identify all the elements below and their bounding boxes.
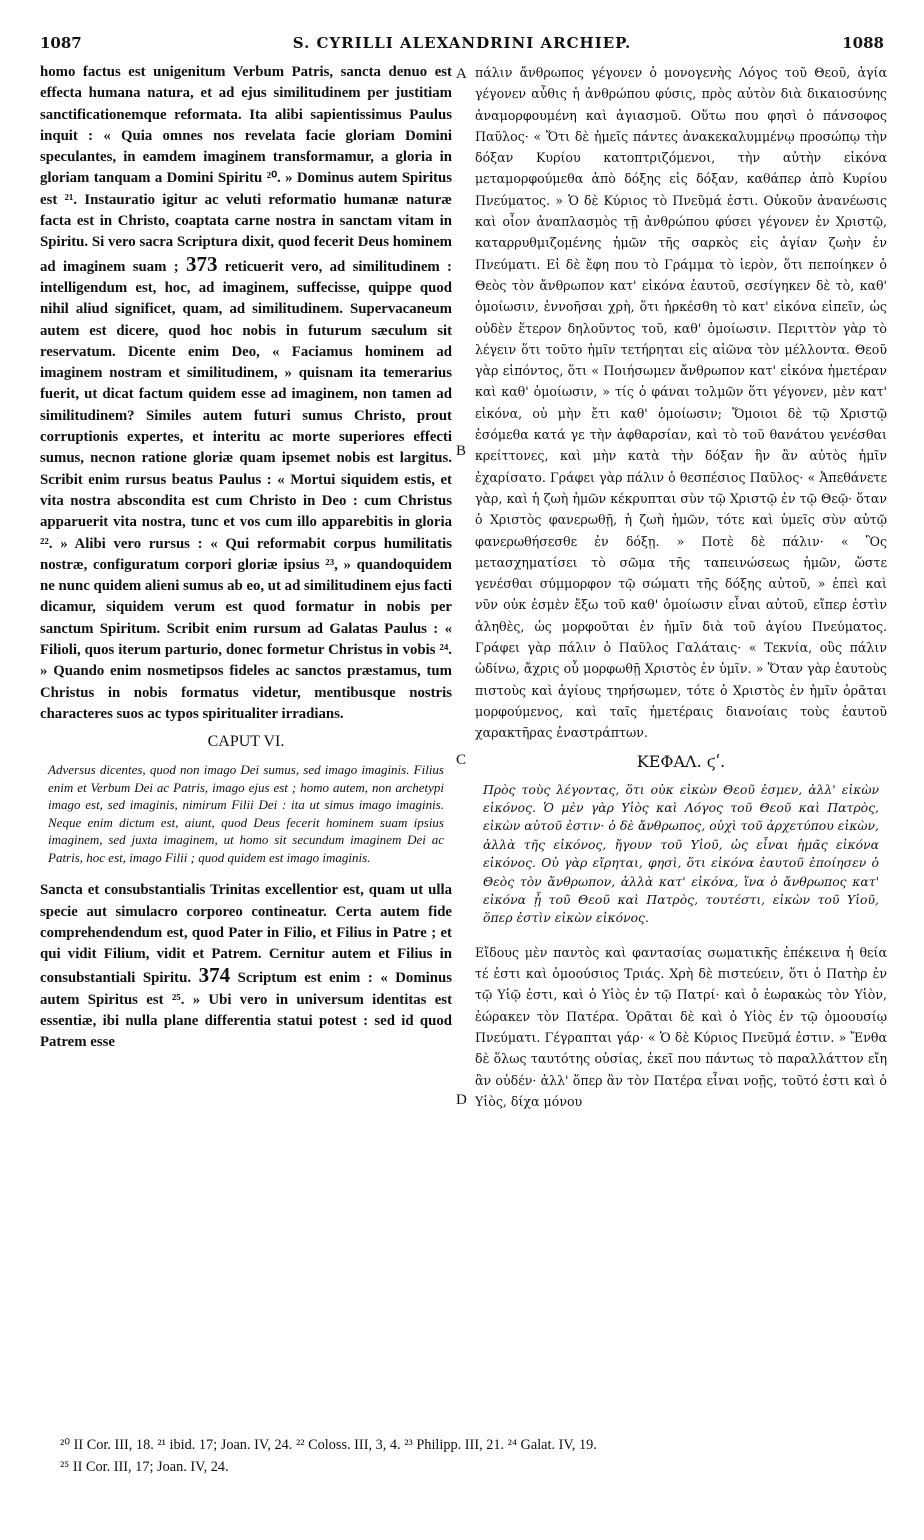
latin-paragraph-2-part-a: Sancta et consubstantialis Trinitas excellentior est, quam ut ulla specie aut simulacro corporeo contineatur. Certa autem fide comprehendendum est, quod Pater in Filio, et Filius in Patre ; et qui vidit Filium, vidit et Patrem. Cernitur autem et Filius in consubstantiali Spiritu. <box>40 882 452 987</box>
latin-paragraph-1-part-b: reticuerit vero, ad similitudinem : intelligendum est, hoc, ad imaginem, suffecisse, quippe quod nihil aliud significet, quam, ad similitudinem. Supervacaneum autem est dicere, quod hoc nobis in futurum sæculum sit reservatum. Dicente enim Deo, « Faciamus hominem ad imaginem nostram et similitudinem, » quisnam ita temerarius fuerit, ut dicat factum quidem esse ad imaginem, non tamen ad similitudinem? Similes autem futuri sumus Christo, prout corruptionis expertes, et interitu ac morte superiores effecti sumus, necnon ratione gloriæ quam ipsemet nobis est largitus. Scribit enim rursus beatus Paulus : « Mortui siquidem estis, et vita nostra abscondita est cum Christo in Deo : cum Christus apparuerit vita nostra, tunc et vos cum illo apparebitis in gloria ²². » Alibi vero rursus : « Qui reformabit corpus humilitatis nostræ, configuratum corpori gloriæ ipsius ²³, » quandoquidem ne nunc quidem alieni sumus ab eo, ut ad similitudinem ejus facti dicamur, siquidem verum est quod formatur in nobis per sanctum Spiritum. Scribit enim rursum ad Galatas Paulus : « Filioli, quos iterum parturio, donec formetur Christus in vobis ²⁴. » Quando enim nosmetipsos fideles ac sanctos præstamus, tum Christus in nobis formatus videtur, mentibusque nostris characteres suos ac typos spiritualiter irradians. <box>40 258 452 722</box>
greek-column <box>475 62 887 1112</box>
page-number-left: 1087 <box>40 34 82 52</box>
greek-chapter-summary: Πρὸς τοὺς λέγοντας, ὅτι οὐκ εἰκὼν Θεοῦ ἐσμεν, ἀλλ' εἰκὼν εἰκόνος. Ὁ μὲν γὰρ Υἱὸς καὶ Λόγος τοῦ Θεοῦ καὶ Πατρὸς, εἰκὼν αὐτοῦ ἐστιν· ὁ δὲ ἄνθρωπος, οὐχὶ τοῦ ἀρχετύπου εἰκὼν, ἀλλὰ τῆς εἰκόνος, ἤγουν τοῦ Υἱοῦ, ὡς εἶναι ἡμᾶς εἰκόνα εἰκόνος. Οὐ γὰρ εἴρηται, φησὶ, ὅτι εἰκόνα ἑαυτοῦ ἐποίησεν ὁ Θεὸς τὸν ἄνθρωπον, ἀλλὰ κατ' εἰκόνα, ἵνα ὁ ἄνθρωπος κατ' εἰκόνα ᾖ τοῦ Θεοῦ καὶ Πατρὸς, τουτέστι, εἰκὼν τοῦ Υἱοῦ, ὅπερ ἐστὶν εἰκὼν εἰκόνος. <box>483 781 879 926</box>
margin-letter-c: C <box>456 752 467 768</box>
margin-letter-b: B <box>456 443 467 459</box>
footnotes <box>40 1434 884 1478</box>
greek-chapter-title: ΚΕΦΑΛ. ϛʹ. <box>636 751 726 771</box>
running-title: S. CYRILLI ALEXANDRINI ARCHIEP. <box>292 34 632 52</box>
margin-letter-a: A <box>456 66 467 82</box>
latin-chapter-summary: Adversus dicentes, quod non imago Dei sumus, sed imago imaginis. Filius enim et Verbum Dei ac Patris, imago ejus est ; homo autem, non archetypi imago est, sed imaginis, nimirum Filii Dei : ita ut simus imago imaginis. Neque enim dictum est, aiunt, quod Deus fecerit hominem suam ipsius imaginem, sed juxta imaginem, ut homo sit secundum imaginem Dei ac Patris, hoc est, imago Filii ; quod quidem est imago imaginis. <box>48 762 444 865</box>
page-number-right: 1088 <box>842 34 884 52</box>
latin-paragraph-1-part-a: homo factus est unigenitum Verbum Patris, sancta denuo est effecta humana natura, et ad ejus similitudinem per justitiam sanctificationemque reformata. Ita alibi sapientissimus Paulus inquit : « Quia omnes nos revelata facie gloriam Domini speculantes, in eamdem imaginem transformamur, a gloria in gloriam tanquam a Domini Spiritu ²⁰. » Dominus autem Spiritus est ²¹. Instauratio igitur ac veluti reformatio humanæ naturæ facta est in Christo, coaptata carne nostra in sanctam vitam in Spiritu. Si vero sacra Scriptura dixit, quod fecerit Deus hominem ad imaginem suam ; <box>40 64 452 275</box>
page-marker-373: 373 <box>185 251 218 276</box>
margin-letter-d: D <box>456 1092 467 1108</box>
latin-column <box>40 62 452 1054</box>
running-header <box>40 34 884 56</box>
latin-chapter-title: CAPUT VI. <box>207 733 285 751</box>
latin-paragraph-2-part-b: Scriptum est enim : « Dominus autem Spiritus est ²⁵. » Ubi vero in universum identitas est essentiæ, ibi nulla plane differentia statui potest : sed id quod Patrem esse <box>40 970 452 1051</box>
greek-paragraph-1: πάλιν ἄνθρωπος γέγονεν ὁ μονογενὴς Λόγος τοῦ Θεοῦ, ἁγία γέγονεν αὖθις ἡ ἀνθρώπου φύσις, πρὸς αὐτὸν διὰ δικαιοσύνης ἀναμορφουμένη καὶ ἁγιασμοῦ. Οὕτω που φησὶ ὁ πάνσοφος Παῦλος· « Ὅτι δὲ ἡμεῖς πάντες ἀνακεκαλυμμένῳ προσώπῳ τὴν δόξαν Κυρίου κατοπτριζόμενοι, τὴν αὐτὴν εἰκόνα μεταμορφούμεθα ἀπὸ δόξης εἰς δόξαν, καθάπερ ἀπὸ Κυρίου Πνεύματος. » Ὁ δὲ Κύριος τὸ Πνεῦμά ἐστι. Οὐκοῦν ἀνανέωσις καὶ οἷον ἀναπλασμὸς τῇ ἀνθρώπου φύσει γέγονεν ἐν Χριστῷ, καταρρυθμιζομένης ἡμῶν τῆς σαρκὸς εἰς ἁγίαν ζωὴν ἐν Πνεύματι. Εἰ δὲ ἔφη που τὸ Γράμμα τὸ ἱερὸν, ὅτι πεποίηκεν ὁ Θεὸς τὸν ἄνθρωπον κατ' εἰκόνα ἑαυτοῦ, σεσίγηκεν δὲ τὸ, καθ' ὁμοίωσιν, ἐννοῆσαι χρὴ, ὅτι ἠρκέσθη τὸ κατ' εἰκόνα εἰπεῖν, ὡς οὐδὲν ἕτερον δηλοῦντος τοῦ, καθ' ὁμοίωσιν. Περιττὸν γὰρ τὸ λέγειν ὅτι τοῦτο ἡμῖν τετήρηται εἰς αἰῶνα τὸν μέλλοντα. Θεοῦ γὰρ εἰπόντος, ὅτι « Ποιήσωμεν ἄνθρωπον κατ' εἰκόνα ἡμετέραν καὶ καθ' ὁμοίωσιν, » τίς ὁ φάναι τολμῶν ὅτι γέγονεν, μὲν κατ' εἰκόνα, οὐ μὴν ἔτι καθ' ὁμοίωσιν; Ὅμοιοι δὲ τῷ Χριστῷ ἐσόμεθα κατά γε τὴν ἀφθαρσίαν, καὶ τὸ τοῦ θανάτου γενέσθαι κρείττονες, καὶ μὴν κατὰ τὴν δόξαν ἣν ἂν αὐτὸς ἡμῖν ἐχαρίσατο. Γράφει γὰρ πάλιν ὁ θεσπέσιος Παῦλος· « Ἀπεθάνετε γὰρ, καὶ ἡ ζωὴ ἡμῶν κέκρυπται σὺν τῷ Χριστῷ ἐν τῷ Θεῷ· ὅταν ὁ Χριστὸς φανερωθῇ, ἡ ζωὴ ἡμῶν, τότε καὶ ὑμεῖς σὺν αὐτῷ φανερωθήσεσθε ἐν δόξῃ. » Ποτὲ δὲ πάλιν· « Ὃς μετασχηματίσει τὸ σῶμα τῆς ταπεινώσεως ἡμῶν, ὥστε γενέσθαι σύμμορφον τῷ σώματι τῆς δόξης αὐτοῦ, » ἐπεὶ καὶ νῦν οὐκ ἐσμὲν ἔξω τοῦ καθ' ὁμοίωσιν εἶναι αὐτοῦ, εἴπερ ἐστὶν ἀληθὲς, ὡς μορφοῦται ἐν ἡμῖν διὰ τοῦ ἁγίου Πνεύματος. Γράφει γὰρ πάλιν ὁ Παῦλος Γαλάταις· « Τεκνία, οὓς πάλιν ὠδίνω, ἄχρις οὗ μορφωθῇ Χριστὸς ἐν ὑμῖν. » Ὅταν γὰρ ἑαυτοὺς πιστοὺς καὶ ἁγίους τηρήσωμεν, τότε ὁ Χριστὸς ἐν ἡμῖν ὁρᾶται μορφούμενος, καὶ ταῖς ἡμετέραις διανοίαις τοὺς ἑαυτοῦ χαρακτῆρας ἐναστράπτων. <box>475 65 887 741</box>
footnote-line-2: ²⁵ II Cor. III, 17; Joan. IV, 24. <box>60 1459 229 1475</box>
latin-paragraph-1 <box>40 62 452 725</box>
greek-paragraph-2: Εἴδους μὲν παντὸς καὶ φαντασίας σωματικῆς ἐπέκεινα ἡ θεία τέ ἐστι καὶ ὁμοούσιος Τριάς. Χρὴ δὲ πιστεύειν, ὅτι ὁ Πατὴρ ἐν τῷ Υἱῷ ἐστι, καὶ ὁ Υἱὸς ἐν τῷ Πατρί· καὶ ὁ ἑωρακὼς τὸν Υἱὸν, ἑώρακεν τὸν Πατέρα. Ὁρᾶται δὲ καὶ ὁ Υἱὸς ἐν τῷ ὁμοουσίῳ Πνεύματι. Γέγραπται γάρ· « Ὁ δὲ Κύριος Πνεῦμά ἐστιν. » Ἔνθα δὲ ὅλως ταυτότης οὐσίας, ἐκεῖ που πάντως τὸ παραλλάττον εἴη ἂν οὐδέν· ἀλλ' ὅπερ ἂν τὸν Πατέρα εἶναι νοῇς, τοῦτό ἐστι καὶ ὁ Υἱὸς, δίχα μόνου <box>475 944 887 1109</box>
footnote-line-1: ²⁰ II Cor. III, 18. ²¹ ibid. 17; Joan. IV, 24. ²² Coloss. III, 3, 4. ²³ Philipp. III, 21. ²⁴ Galat. IV, 19. <box>60 1437 597 1453</box>
latin-paragraph-2 <box>40 880 452 1053</box>
page-marker-374: 374 <box>198 963 231 988</box>
